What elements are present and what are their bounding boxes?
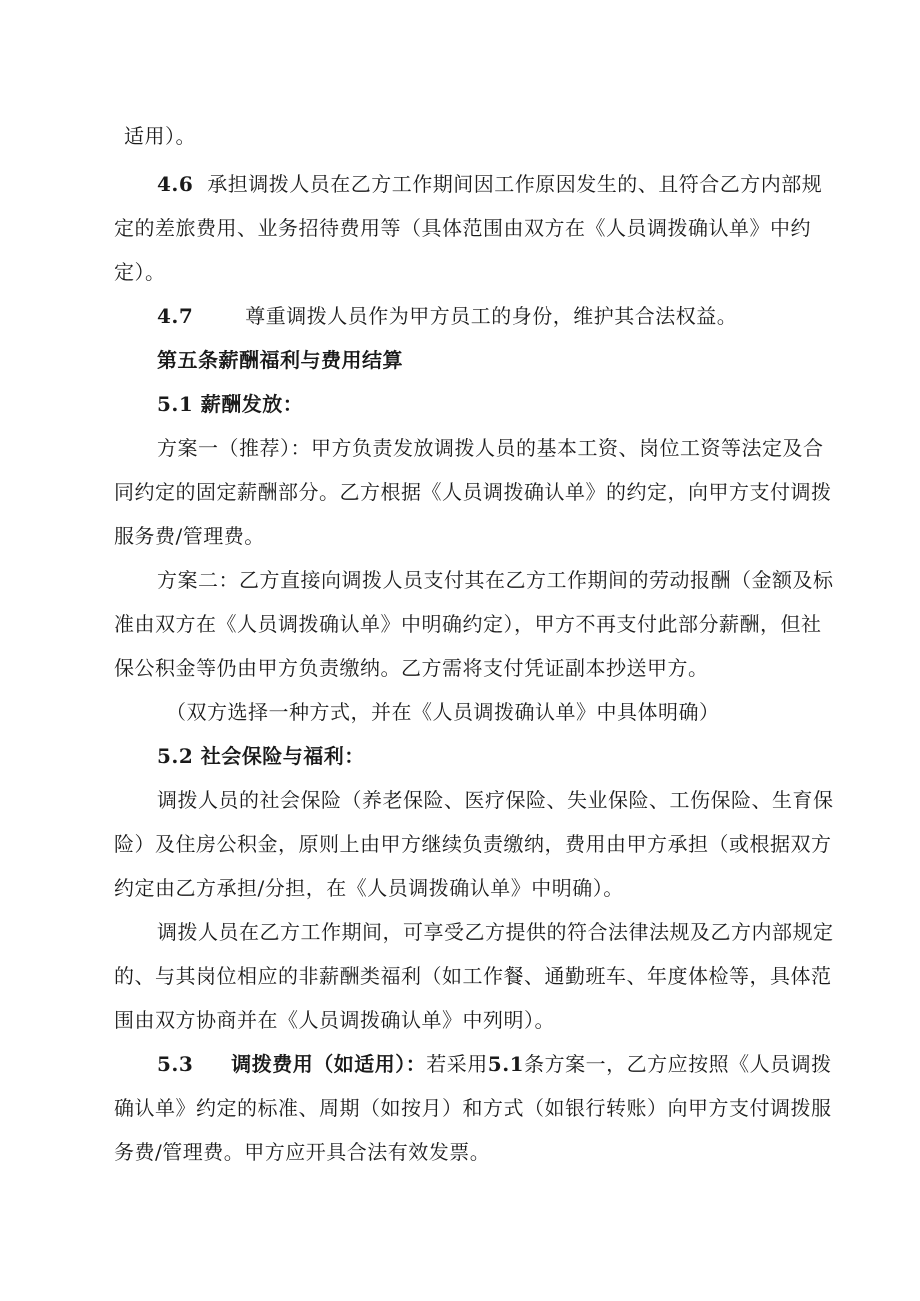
text-line: 确认单》约定的标准、周期（如按月）和方式（如银行转账）向甲方支付调拨服 [114,1096,832,1120]
note-line: （双方选择一种方式，并在《人员调拨确认单》中具体明确） [166,700,720,724]
clause-5-3 [157,1050,832,1078]
clause-number: 5.3 [157,1052,194,1076]
clause-heading: 调拨费用（如适用）： [231,1052,427,1076]
text-line: 方案二：乙方直接向调拨人员支付其在乙方工作期间的劳动报酬（金额及标 [157,568,834,592]
text-line: 适用）。 [124,124,196,148]
text-line: 同约定的固定薪酬部分。乙方根据《人员调拨确认单》的约定，向甲方支付调拨 [114,480,832,504]
clause-number: 4.6 [157,172,194,196]
text-line: 险）及住房公积金，原则上由甲方继续负责缴纳，费用由甲方承担（或根据双方 [114,832,832,856]
clause-text: 承担调拨人员在乙方工作期间因工作原因发生的、且符合乙方内部规 [207,172,823,196]
clause-text: 若采用 [426,1052,488,1076]
section-5-2-heading: 5.2 社会保险与福利： [157,744,365,768]
section-5-1-heading: 5.1 薪酬发放： [157,392,304,416]
text-line: 保公积金等仍由甲方负责缴纳。乙方需将支付凭证副本抄送甲方。 [114,656,709,680]
article-5-title: 第五条薪酬福利与费用结算 [157,348,403,372]
text-line: 约定由乙方承担/分担，在《人员调拨确认单》中明确）。 [114,876,624,900]
clause-reference: 5.1 [487,1052,525,1076]
text-line: 的、与其岗位相应的非薪酬类福利（如工作餐、通勤班车、年度体检等，具体范 [114,964,832,988]
text-line: 方案一（推荐）：甲方负责发放调拨人员的基本工资、岗位工资等法定及合 [157,436,824,460]
text-line: 定）。 [114,260,166,284]
clause-text: 尊重调拨人员作为甲方员工的身份，维护其合法权益。 [245,304,738,328]
clause-text: 条方案一，乙方应按照《人员调拨 [524,1052,832,1076]
clause-number: 4.7 [157,304,194,328]
text-line: 调拨人员的社会保险（养老保险、医疗保险、失业保险、工伤保险、生育保 [157,788,834,812]
text-line: 调拨人员在乙方工作期间，可享受乙方提供的符合法律法规及乙方内部规定 [157,920,834,944]
clause-4-7 [157,302,737,330]
clause-4-6 [157,170,822,198]
text-line: 准由双方在《人员调拨确认单》中明确约定），甲方不再支付此部分薪酬，但社 [114,612,822,636]
text-line: 服务费/管理费。 [114,524,265,548]
text-line: 围由双方协商并在《人员调拨确认单》中列明）。 [114,1008,555,1032]
text-line: 务费/管理费。甲方应开具合法有效发票。 [114,1140,491,1164]
text-line: 定的差旅费用、业务招待费用等（具体范围由双方在《人员调拨确认单》中约 [114,216,811,240]
